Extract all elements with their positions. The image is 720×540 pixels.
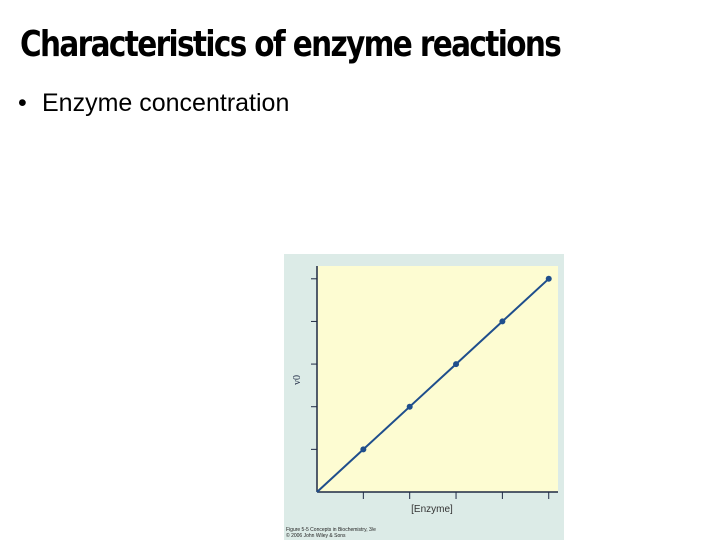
data-point	[360, 446, 366, 452]
bullet-text: Enzyme concentration	[42, 89, 290, 117]
y-axis-label: v0	[292, 375, 303, 385]
caption-line-2: © 2006 John Wiley & Sons	[286, 533, 346, 539]
figure-caption	[286, 527, 376, 539]
bullet-item	[18, 86, 289, 120]
data-point	[407, 404, 413, 410]
x-axis-label: [Enzyme]	[411, 504, 453, 515]
data-point	[546, 276, 552, 282]
enzyme-concentration-figure	[284, 254, 564, 540]
data-point	[499, 318, 505, 324]
data-point	[453, 361, 459, 367]
slide-title: Characteristics of enzyme reactions	[20, 24, 561, 65]
caption-line-1: Figure 5-5 Concepts in Biochemistry, 3/e	[286, 527, 376, 533]
bullet-dot: •	[18, 89, 27, 117]
enzyme-rate-chart	[284, 254, 564, 524]
